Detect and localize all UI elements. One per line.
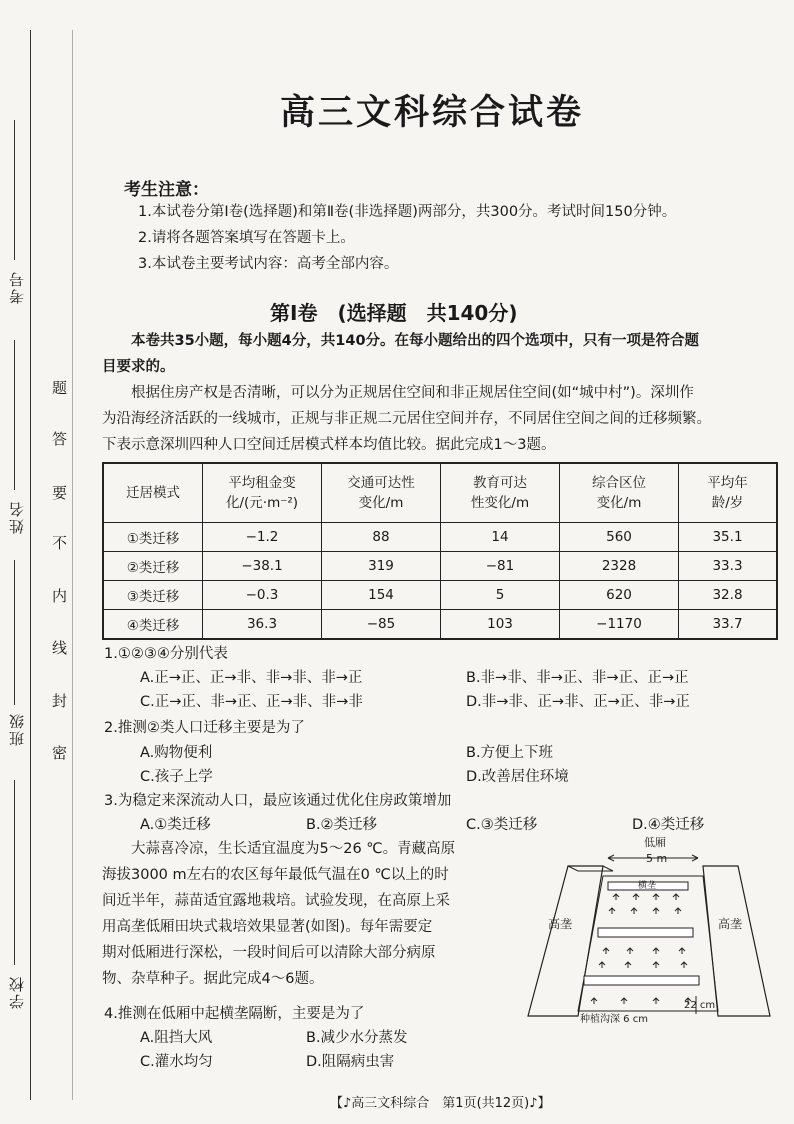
section-heading: 第Ⅰ卷 (选择题 共140分) (270, 301, 518, 325)
name-label: 姓名 (8, 500, 26, 534)
question-4-option-d[interactable]: D.阻隔病虫害 (306, 1054, 395, 1070)
question-3-stem: 3.为稳定来深流动人口，最应该通过优化住房政策增加 (104, 793, 452, 809)
table-header: 交通可达性 变化/m (322, 463, 441, 523)
ridge-bed-diagram (508, 836, 778, 1026)
table-header: 教育可达 性变化/m (441, 463, 560, 523)
school-label: 学校 (8, 975, 26, 1009)
seal-char: 内 (52, 587, 68, 605)
table-cell: −1.2 (203, 523, 322, 552)
question-2-option-c[interactable]: C.孩子上学 (140, 769, 213, 785)
question-1-option-b[interactable]: B.非→非、非→正、非→正、正→正 (466, 670, 689, 686)
notice-heading: 考生注意： (124, 180, 209, 200)
ridge-left-label: 高垄 (548, 917, 573, 931)
ridge-right-label: 高垄 (718, 917, 743, 931)
table-row (103, 552, 777, 581)
question-1-option-d[interactable]: D.非→非、正→非、正→正、非→正 (466, 694, 690, 710)
question-3-option-b[interactable]: B.②类迁移 (306, 817, 378, 833)
table-cell: 33.3 (679, 552, 778, 581)
notice-item: 3.本试卷主要考试内容：高考全部内容。 (138, 256, 399, 272)
seal-char: 答 (52, 430, 68, 448)
table-cell: 5 (441, 581, 560, 610)
table-cell: −38.1 (203, 552, 322, 581)
table-header: 迁居模式 (103, 463, 203, 523)
notice-item: 1.本试卷分第Ⅰ卷(选择题)和第Ⅱ卷(非选择题)两部分，共300分。考试时间150分钟。 (138, 204, 677, 220)
class-line (14, 560, 15, 705)
question-3-option-a[interactable]: A.①类迁移 (140, 817, 211, 833)
question-4-stem: 4.推测在低厢中起横垄隔断，主要是为了 (104, 1006, 365, 1022)
cross-ridge-label: 横垄 (638, 881, 657, 891)
cross-ridge (598, 928, 693, 937)
migration-table (102, 462, 778, 640)
table-cell: 88 (322, 523, 441, 552)
table-cell: 103 (441, 610, 560, 640)
table-row (103, 610, 777, 640)
notice-item: 2.请将各题答案填写在答题卡上。 (138, 230, 355, 246)
plant-rows (591, 894, 691, 1004)
binding-line-inner (72, 30, 73, 1100)
question-1-stem: 1.①②③④分别代表 (104, 646, 228, 662)
question-4-option-c[interactable]: C.灌水均匀 (140, 1054, 213, 1070)
page-footer: 【♪高三文科综合 第1页(共12页)♪】 (330, 1096, 551, 1111)
exam-no-label: 考号 (8, 270, 26, 304)
depth-label: 22 cm (684, 1000, 716, 1011)
table-cell: 14 (441, 523, 560, 552)
table-cell: −85 (322, 610, 441, 640)
low-bed-label: 低厢 (644, 836, 666, 849)
table-cell: 33.7 (679, 610, 778, 640)
question-2-option-a[interactable]: A.购物便利 (140, 745, 213, 761)
question-1-option-c[interactable]: C.正→正、非→正、正→非、非→非 (140, 694, 363, 710)
table-cell: 620 (560, 581, 679, 610)
exam-no-line (14, 120, 15, 260)
passage-1: 根据住房产权是否清晰，可以分为正规居住空间和非正规居住空间(如“城中村”)。深圳作 为沿海经济活跃的一线城市，正规与非正规二元居住空间并存，不同居住空间之间的迁移频繁。 下表示意深圳四种人口空间迁居模式样本均值比较。据此完成1～3题。 (102, 385, 711, 453)
binding-line (30, 30, 31, 1100)
table-cell: ④类迁移 (103, 610, 203, 640)
low-bed (578, 876, 718, 1011)
table-header: 平均租金变 化/(元·m⁻²) (203, 463, 322, 523)
seal-char: 封 (52, 692, 68, 710)
table-cell: 35.1 (679, 523, 778, 552)
question-4-option-a[interactable]: A.阻挡大风 (140, 1030, 213, 1046)
table-row (103, 523, 777, 552)
question-1-option-a[interactable]: A.正→正、正→非、非→非、非→正 (140, 670, 363, 686)
table-cell: −0.3 (203, 581, 322, 610)
passage-2: 大蒜喜冷凉，生长适宜温度为5～26 ℃。青藏高原 海拔3000 m左右的农区每年最低气温在0 ℃以上的时 间近半年，蒜苗适宜露地栽培。试验发现，在高原上采 用高垄低厢田块式栽培效果显著(如图)。每年需要定 期对低厢进行深松，一段时间后可以清除大部分病原 物、杂草种子。据此完成4～6题。 (102, 841, 456, 987)
table-cell: 319 (322, 552, 441, 581)
seal-char: 要 (52, 484, 68, 502)
table-row (103, 581, 777, 610)
table-cell: ②类迁移 (103, 552, 203, 581)
table-header: 综合区位 变化/m (560, 463, 679, 523)
class-label: 班级 (8, 712, 26, 746)
left-ridge-top (568, 866, 613, 871)
table-cell: 36.3 (203, 610, 322, 640)
question-3-option-d[interactable]: D.④类迁移 (632, 817, 705, 833)
furrow-label: 种植沟深 6 cm (580, 1014, 648, 1025)
table-cell: ①类迁移 (103, 523, 203, 552)
cross-ridge (584, 976, 699, 985)
table-header-row (103, 463, 777, 523)
seal-char: 题 (52, 379, 68, 397)
left-ridge (528, 866, 603, 1016)
question-2-option-b[interactable]: B.方便上下班 (466, 745, 554, 761)
question-2-stem: 2.推测②类人口迁移主要是为了 (104, 720, 305, 736)
table-cell: ③类迁移 (103, 581, 203, 610)
question-3-option-c[interactable]: C.③类迁移 (466, 817, 538, 833)
table-cell: 560 (560, 523, 679, 552)
seal-char: 密 (52, 744, 68, 762)
school-line (14, 780, 15, 965)
seal-char: 线 (52, 639, 68, 657)
table-cell: −1170 (560, 610, 679, 640)
table-cell: 154 (322, 581, 441, 610)
right-ridge (703, 866, 770, 1016)
page-title: 高三文科综合试卷 (280, 93, 585, 133)
instructions: 本卷共35小题，每小题4分，共140分。在每小题给出的四个选项中，只有一项是符合题 目要求的。 (102, 333, 700, 375)
width-label: 5 m (646, 852, 668, 865)
name-line (14, 340, 15, 490)
table-header: 平均年 龄/岁 (679, 463, 778, 523)
table-cell: −81 (441, 552, 560, 581)
seal-char: 不 (52, 534, 68, 552)
table-cell: 32.8 (679, 581, 778, 610)
table-cell: 2328 (560, 552, 679, 581)
question-4-option-b[interactable]: B.减少水分蒸发 (306, 1030, 408, 1046)
question-2-option-d[interactable]: D.改善居住环境 (466, 769, 569, 785)
